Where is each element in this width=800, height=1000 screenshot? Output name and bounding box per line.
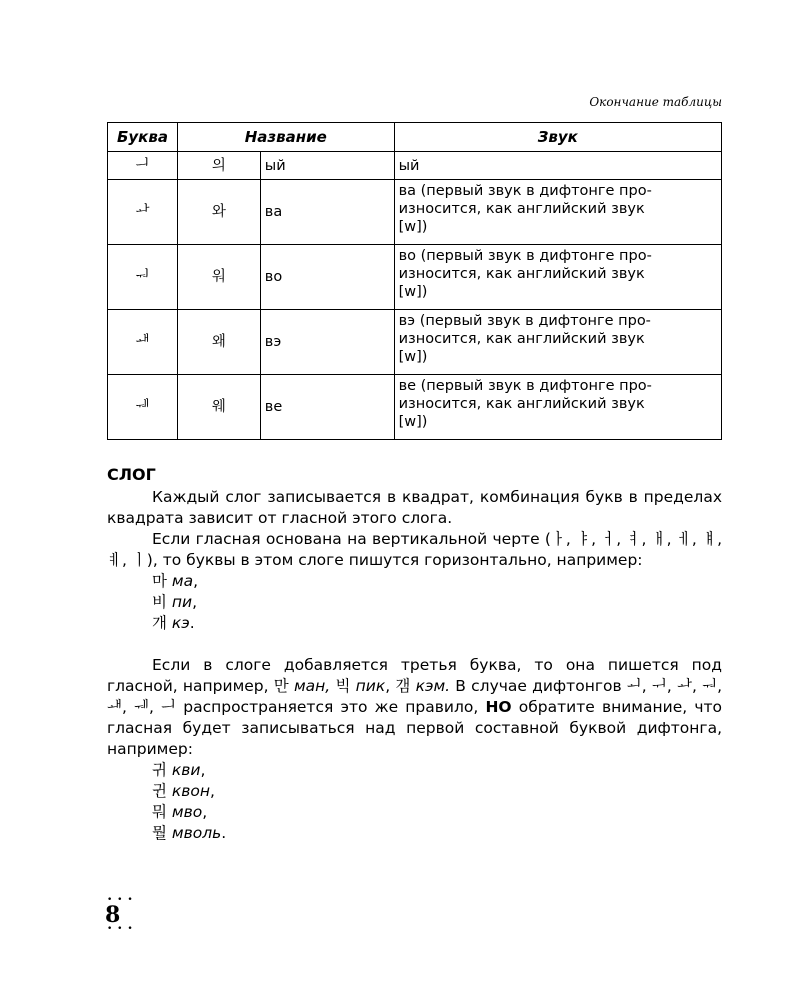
header-letter: Буква [108, 123, 178, 152]
syllable-section [107, 463, 722, 844]
section-heading: СЛОГ [107, 465, 156, 484]
name-rus-cell: ва [260, 180, 394, 245]
letter-cell: ᅰ [108, 375, 178, 440]
example-punct: , [210, 782, 215, 800]
example-line [107, 592, 722, 613]
example-reading: мволь [171, 824, 222, 842]
example-punct: , [202, 803, 208, 821]
spacer [107, 634, 722, 655]
letter-cell: ᅴ [108, 152, 178, 180]
example-hangul: 비 [152, 593, 167, 611]
sound-cell: ве (первый звук в дифтонге про- износится, как английский звук [w]) [394, 375, 721, 440]
table-row [108, 310, 722, 375]
page-ornament-top: • • • [107, 895, 134, 905]
name-hangul-cell: 워 [177, 245, 260, 310]
example-reading: квон [171, 782, 211, 800]
sound-cell: вэ (первый звук в дифтонге про- износится, как английский звук [w]) [394, 310, 721, 375]
name-hangul-cell: 의 [177, 152, 260, 180]
header-name: Название [177, 123, 394, 152]
example-line [107, 802, 722, 823]
example-line [107, 781, 722, 802]
example-reading: пи [171, 593, 193, 611]
example-hangul: 뭘 [152, 824, 167, 842]
header-sound: Звук [394, 123, 721, 152]
table-continuation-caption: Окончание таблицы [589, 95, 722, 109]
text-run: обратите внимание, что гласная будет записываться над первой составной буквой дифтонга, например: [107, 698, 722, 758]
word-reading: ман, [293, 677, 331, 695]
name-rus-cell: во [260, 245, 394, 310]
korean-letters-table [107, 122, 722, 440]
name-rus-cell: ый [260, 152, 394, 180]
letter-cell: ᅪ [108, 180, 178, 245]
word-reading: кэм. [415, 677, 451, 695]
word-hangul: 갬 [395, 677, 411, 695]
table-row [108, 180, 722, 245]
table-row [108, 152, 722, 180]
example-reading: кви [171, 761, 201, 779]
name-hangul-cell: 와 [177, 180, 260, 245]
example-punct: . [189, 614, 195, 632]
table-row [108, 245, 722, 310]
letter-cell: ᅫ [108, 310, 178, 375]
text-run: В случае дифтонгов ᅬ, ᅱ, ᅪ, ᅯ, ᅫ, ᅰ, ᅴ распространяется это же правило, [107, 677, 723, 716]
example-line [107, 760, 722, 781]
name-hangul-cell: 웨 [177, 375, 260, 440]
letter-cell: ᅯ [108, 245, 178, 310]
page-number: 8 [105, 902, 121, 928]
example-line [107, 823, 722, 844]
example-punct: , [200, 761, 206, 779]
name-rus-cell: вэ [260, 310, 394, 375]
paragraph-vertical-vowels: Если гласная основана на вертикальной черте (ㅏ, ㅑ, ㅓ, ㅕ, ㅐ, ㅔ, ㅒ, ㅖ, ㅣ), то буквы в этом слоге пишутся горизонтально, например: [107, 530, 722, 569]
example-hangul: 귀 [152, 761, 167, 779]
example-reading: ма [171, 572, 194, 590]
example-hangul: 개 [152, 614, 167, 632]
sound-cell: во (первый звук в дифтонге про- износится, как английский звук [w]) [394, 245, 721, 310]
emphasis-but: НО [485, 698, 512, 716]
example-punct: , [192, 593, 198, 611]
sound-cell: ва (первый звук в дифтонге про- износится, как английский звук [w]) [394, 180, 721, 245]
paragraph-syllable-square: Каждый слог записывается в квадрат, комбинация букв в пределах квадрата зависит от гласной этого слога. [107, 488, 722, 527]
text-run: Если в слоге добавляется третья буква, то она пишется под гласной, например, [107, 656, 722, 695]
example-hangul: 뭐 [152, 803, 167, 821]
sound-cell: ый [394, 152, 721, 180]
example-line [107, 613, 722, 634]
word-reading: пик [355, 677, 386, 695]
name-rus-cell: ве [260, 375, 394, 440]
example-punct: , [193, 572, 199, 590]
example-hangul: 귄 [152, 782, 167, 800]
word-hangul: 빅 [335, 677, 351, 695]
example-reading: кэ [171, 614, 190, 632]
page-ornament-bottom: • • • [107, 924, 134, 934]
example-punct: . [221, 824, 227, 842]
name-hangul-cell: 왜 [177, 310, 260, 375]
example-reading: мво [171, 803, 203, 821]
table-header-row [108, 123, 722, 152]
word-hangul: 만 [273, 677, 289, 695]
table-row [108, 375, 722, 440]
example-line [107, 571, 722, 592]
example-hangul: 마 [152, 572, 167, 590]
paragraph-third-letter: Если в слоге добавляется третья буква, то она пишется под гласной, например, 만 ман, 빅 пик, 갬 кэм. В случае дифтонгов ᅬ, ᅱ, ᅪ, ᅯ, ᅫ, ᅰ, ᅴ распространяется это же правило, НО обратите внимание, что гласная будет записываться над первой составной буквой дифтонга, например: [107, 656, 723, 758]
